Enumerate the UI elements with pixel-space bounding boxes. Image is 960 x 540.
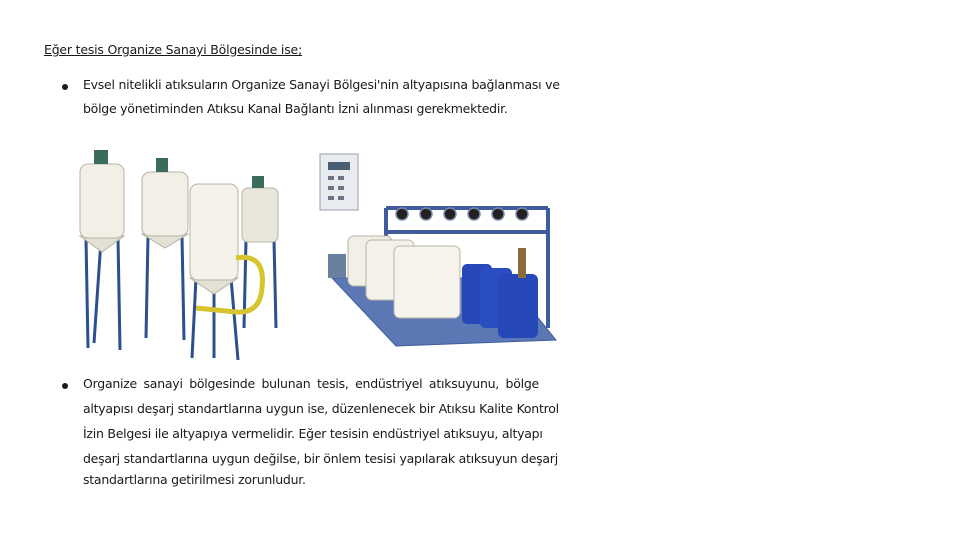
treatment-skid-unit: [328, 208, 556, 346]
control-panel: [320, 154, 358, 210]
bullet-1-line-1: Evsel nitelikli atıksuların Organize Sanayi Bölgesi'nin altyapısına bağlanması ve: [83, 77, 560, 92]
treatment-equipment-photo: [66, 128, 560, 360]
bullet-2-line-1: Organize sanayi bölgesinde bulunan tesis, endüstriyel atıksuyunu, bölge: [83, 376, 539, 391]
dosing-tanks-unit: [80, 150, 278, 360]
bullet-2-line-5: standartlarına getirilmesi zorunludur.: [83, 472, 306, 487]
bullet-2-line-2: altyapısı deşarj standartlarına uygun ise, düzenlenecek bir Atıksu Kalite Kontrol: [83, 401, 559, 416]
page-heading: Eğer tesis Organize Sanayi Bölgesinde ise;: [44, 42, 303, 57]
bullet-2-line-4: deşarj standartlarına uygun değilse, bir önlem tesisi yapılarak atıksuyun deşarj: [83, 451, 558, 466]
bullet-dot: [62, 84, 68, 90]
bullet-1-line-2: bölge yönetiminden Atıksu Kanal Bağlantı İzni alınması gerekmektedir.: [83, 101, 508, 116]
bullet-dot: [62, 383, 68, 389]
bullet-2-line-3: İzin Belgesi ile altyapıya vermelidir. Eğer tesisin endüstriyel atıksuyu, altyapı: [83, 426, 543, 441]
